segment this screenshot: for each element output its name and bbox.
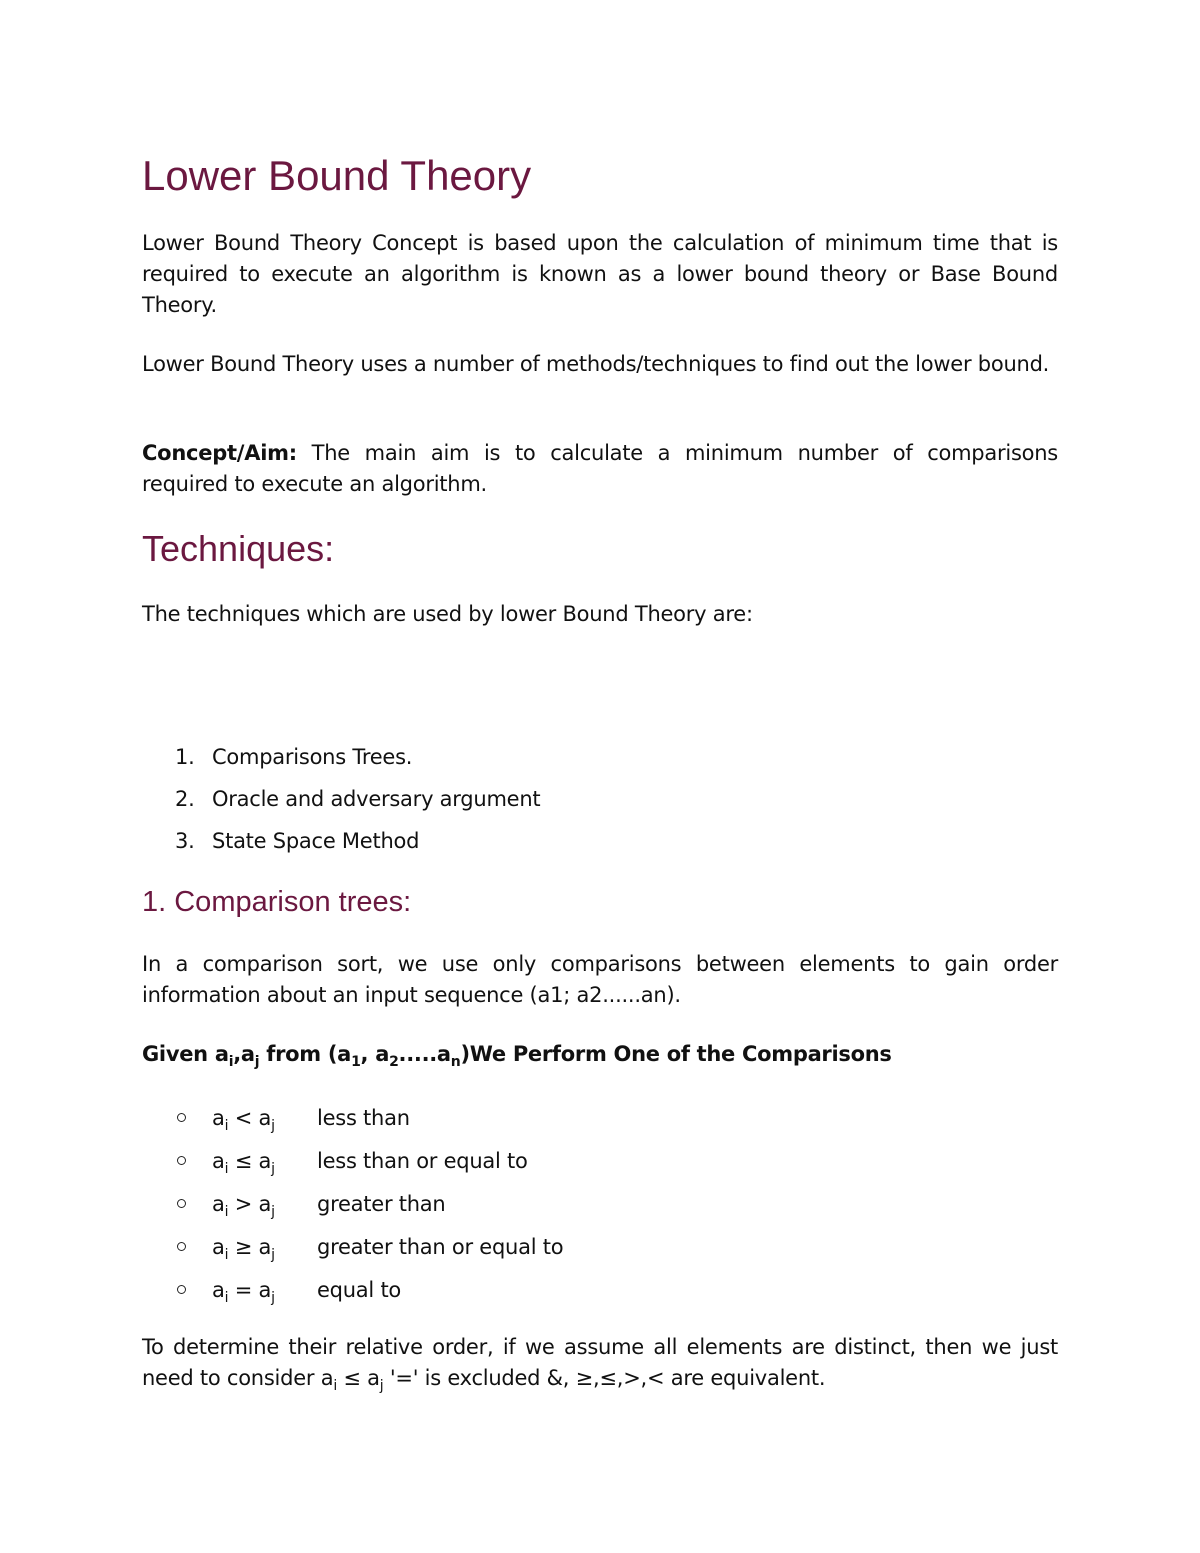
techniques-lead: The techniques which are used by lower Bound Theory are: (142, 602, 753, 626)
closing-text: To determine their relative order, if we assume all elements are distinct, then we just need to consider a (142, 1335, 1058, 1390)
subscript: j (254, 1054, 260, 1070)
list-number: 3. (175, 829, 195, 853)
list-item-label: State Space Method (212, 829, 420, 853)
comparison-meaning: greater than (317, 1192, 446, 1216)
list-item-label: Oracle and adversary argument (212, 787, 541, 811)
comparison-meaning: equal to (317, 1278, 402, 1302)
comparison-expression: $a_i > a_j$ (212, 1192, 275, 1220)
given-text: , a (360, 1042, 390, 1066)
comparison-meaning: less than (317, 1106, 410, 1130)
comparison-expression: $a_i \ge a_j$ (212, 1235, 275, 1263)
given-text: )We Perform One of the Comparisons (460, 1042, 892, 1066)
comparison-meaning: greater than or equal to (317, 1235, 564, 1259)
given-text: ,a (233, 1042, 255, 1066)
given-text: from (a (259, 1042, 352, 1066)
subscript: 2 (389, 1054, 399, 1070)
list-number: 1. (175, 745, 195, 769)
comparison-meaning: less than or equal to (317, 1149, 528, 1173)
subscript: n (450, 1054, 461, 1070)
closing-paragraph (142, 1332, 1058, 1394)
list-number: 2. (175, 787, 195, 811)
techniques-heading: Techniques: (142, 528, 335, 569)
list-item-label: Comparisons Trees. (212, 745, 413, 769)
intro-paragraph-2: Lower Bound Theory uses a number of methods/techniques to find out the lower bound. (142, 352, 1050, 376)
page-title: Lower Bound Theory (142, 152, 532, 199)
subscript: i (228, 1054, 234, 1070)
given-statement (142, 1038, 892, 1070)
comparison-expression: $a_i < a_j$ (212, 1106, 275, 1134)
circle-bullet-icon (177, 1199, 186, 1208)
comparison-expression: $a_i \le a_j$ (212, 1149, 275, 1177)
comparison-trees-heading: 1. Comparison trees: (142, 886, 412, 918)
circle-bullet-icon (177, 1156, 186, 1165)
intro-paragraph-1: Lower Bound Theory Concept is based upon the calculation of minimum time that is required to execute an algorithm is known as a lower bound theory or Base Bound Theory. (142, 231, 1058, 317)
closing-text: '=' is excluded &, ≥,≤,>,< are equivalent. (383, 1366, 826, 1390)
circle-bullet-icon (177, 1285, 186, 1294)
comparison-sort-paragraph: In a comparison sort, we use only comparisons between elements to gain order information about an input sequence (a1; a2......an). (142, 952, 1058, 1007)
aim-text: The main aim is to calculate a minimum number of comparisons required to execute an algorithm. (142, 441, 1058, 496)
given-text: Given a (142, 1042, 229, 1066)
subscript: i (333, 1378, 337, 1394)
circle-bullet-icon (177, 1242, 186, 1251)
given-text: .....a (398, 1042, 451, 1066)
subscript: 1 (351, 1054, 361, 1070)
closing-text: ≤ a (336, 1366, 380, 1390)
comparison-expression: $a_i = a_j$ (212, 1278, 275, 1306)
aim-label: Concept/Aim: (142, 441, 297, 465)
aim-paragraph (142, 438, 1058, 500)
circle-bullet-icon (177, 1113, 186, 1122)
subscript: j (379, 1378, 384, 1394)
